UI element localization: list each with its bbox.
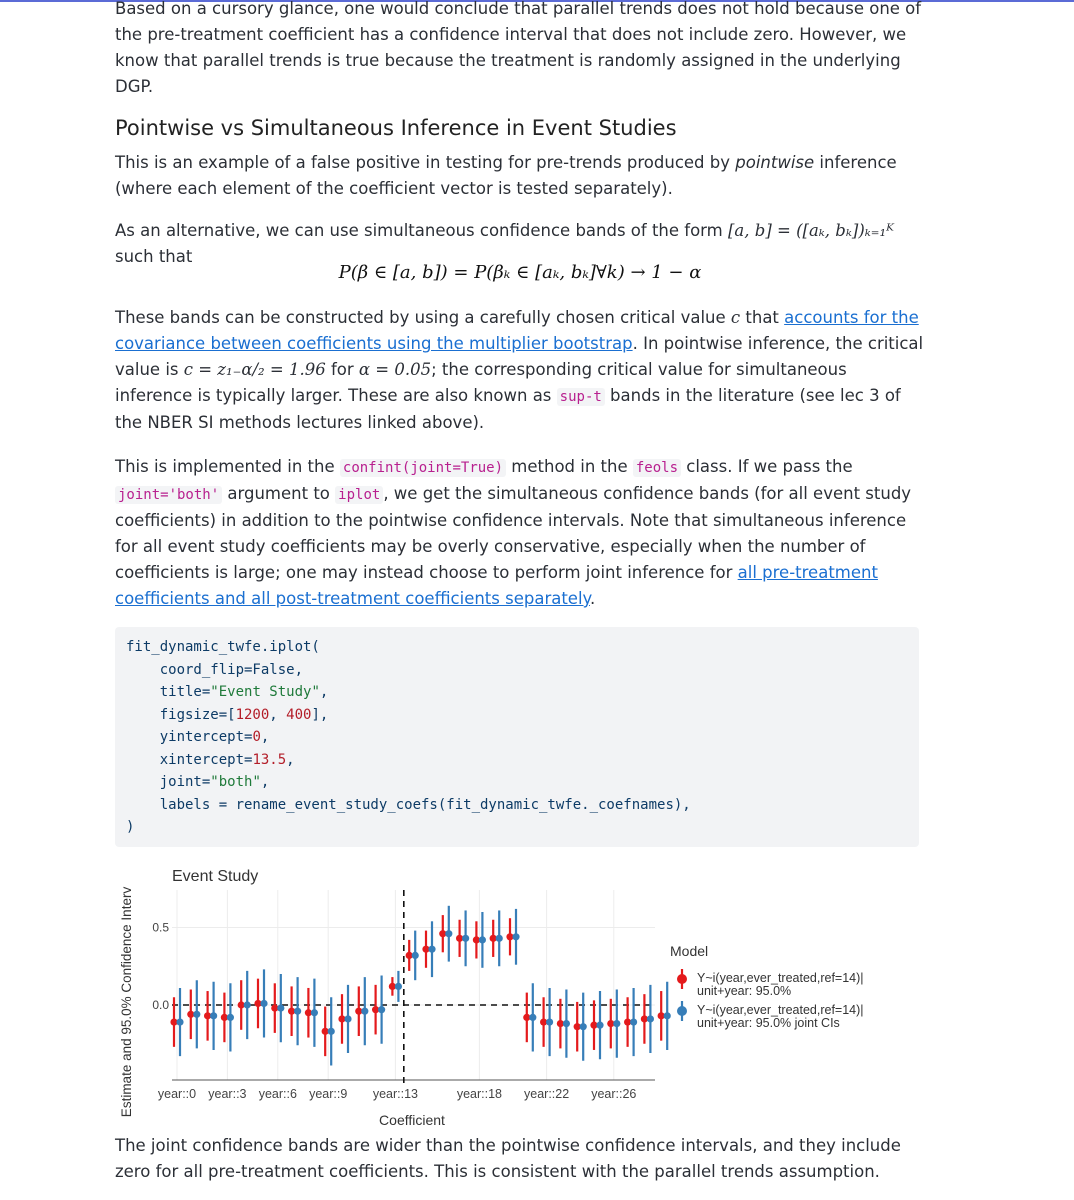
y-tick-label: 0.5 — [152, 920, 169, 935]
intro-paragraph: Based on a cursory glance, one would conclude that parallel trends does not hold because one of the pre-treatment coefficient has a confidence interval that does not include zero. However, we know that parallel trends is true because the treatment is randomly assigned in the underlying DGP. — [115, 0, 922, 96]
section-heading: Pointwise vs Simultaneous Inference in Event Studies — [115, 116, 677, 140]
joint-estimate-point — [361, 1008, 368, 1015]
x-tick-label: year::26 — [591, 1087, 637, 1101]
closing-paragraph: The joint confidence bands are wider than the pointwise confidence intervals, and they include zero for all pre-treatment coefficients. This is consistent with the parallel trends assumption. — [115, 1136, 901, 1181]
joint-estimate-point — [529, 1014, 536, 1021]
joint-estimate-point — [630, 1018, 637, 1025]
joint-estimate-point — [664, 1012, 671, 1019]
bands-math: [a, b] = ([aₖ, bₖ])ₖ₌₁ᴷ — [728, 221, 894, 240]
joint-both-code: joint='both' — [115, 486, 222, 504]
code-source[interactable]: fit_dynamic_twfe.iplot( coord_flip=False, title="Event Study", figsize=[1200, 400], yintercept=0, xintercept=13.5, joint="both", labels = rename_event_study_coefs(fit_dynamic_twfe._coefnames), ) — [126, 639, 691, 835]
confint-code: confint(joint=True) — [340, 459, 506, 477]
alternative-paragraph: As an alternative, we can use simultaneous confidence bands of the form [a, b] = ([aₖ, bₖ])ₖ₌₁ᴷ such that — [115, 221, 894, 266]
chart-ylabel: Estimate and 95.0% Confidence Interv — [119, 886, 134, 1118]
error-bars — [170, 906, 670, 1066]
joint-estimate-point — [563, 1020, 570, 1027]
code-cell[interactable] — [115, 627, 919, 847]
joint-estimate-point — [496, 935, 503, 942]
joint-estimate-point — [580, 1023, 587, 1030]
implementation-paragraph: This is implemented in the confint(joint=True) method in the feols class. If we pass the joint='both' argument to iplot , we get the simultaneous confidence bands (for all event study coefficients) in addition to the pointwise confidence intervals. Note that simultaneous inference for all event study coefficients may be overly conservative, especially when the number of coefficients is large; one may instead choose to perform joint inference for all pre-treatment coefficients and all post-treatment coefficients separately. — [115, 457, 912, 608]
multiplier-bootstrap-link[interactable]: accounts for the covariance between coefficients using the multiplier bootstrap — [115, 308, 919, 353]
joint-estimate-point — [378, 1006, 385, 1013]
joint-estimate-point — [328, 1028, 335, 1035]
legend-title: Model — [670, 943, 709, 959]
joint-inference-link[interactable]: all pre-treatment coefficients and all post-treatment coefficients separately — [115, 563, 878, 608]
joint-estimate-point — [193, 1011, 200, 1018]
joint-estimate-point — [244, 1001, 251, 1008]
joint-estimate-point — [260, 1000, 267, 1007]
legend-label-line1: Y~i(year,ever_treated,ref=14)| — [697, 1003, 864, 1017]
legend-label-line2: unit+year: 95.0% — [697, 984, 792, 998]
joint-estimate-point — [344, 1015, 351, 1022]
x-tick-label: year::22 — [524, 1087, 570, 1101]
legend-label-line2: unit+year: 95.0% joint CIs — [697, 1016, 840, 1030]
x-tick-label: year::13 — [372, 1087, 418, 1101]
joint-estimate-point — [311, 1009, 318, 1016]
x-tick-label: year::18 — [456, 1087, 502, 1101]
chart-title: Event Study — [172, 868, 259, 885]
legend-swatch-point — [677, 974, 687, 984]
joint-estimate-point — [546, 1018, 553, 1025]
joint-estimate-point — [210, 1012, 217, 1019]
joint-estimate-point — [395, 983, 402, 990]
joint-estimate-point — [647, 1015, 654, 1022]
joint-estimate-point — [512, 933, 519, 940]
event-study-chart — [115, 855, 864, 1133]
joint-estimate-point — [613, 1020, 620, 1027]
joint-estimate-point — [428, 946, 435, 953]
joint-estimate-point — [445, 930, 452, 937]
y-tick-label: 0.0 — [152, 998, 169, 1012]
sup-t-code: sup-t — [557, 388, 605, 406]
x-tick-label: year::3 — [208, 1087, 247, 1101]
joint-estimate-point — [596, 1022, 603, 1029]
joint-estimate-point — [227, 1014, 234, 1021]
pointwise-emphasis: pointwise — [735, 153, 815, 172]
joint-estimate-point — [294, 1008, 301, 1015]
joint-estimate-point — [176, 1018, 183, 1025]
pointwise-paragraph: This is an example of a false positive in testing for pre-trends produced by pointwise inference (where each element of the coefficient vector is tested separately). — [115, 153, 897, 198]
chart-legend — [670, 943, 864, 1030]
bands-paragraph: These bands can be constructed by using a carefully chosen critical value c that accounts for the covariance between coefficients using the multiplier bootstrap. In pointwise inference, the critical value is c = z₁₋α/₂ = 1.96 for α = 0.05; the corresponding critical value for simultaneous inference is typically larger. These are also known as sup-t bands in the literature (see lec 3 of the NBER SI methods lectures linked above). — [115, 308, 924, 432]
x-tick-label: year::6 — [258, 1087, 297, 1101]
joint-estimate-point — [462, 935, 469, 942]
chart-xlabel: Coefficient — [379, 1112, 445, 1128]
x-tick-label: year::9 — [309, 1087, 348, 1101]
legend-label-line1: Y~i(year,ever_treated,ref=14)| — [697, 971, 864, 985]
joint-estimate-point — [277, 1005, 284, 1012]
joint-estimate-point — [479, 936, 486, 943]
x-tick-label: year::0 — [157, 1087, 197, 1101]
legend-swatch-point — [677, 1006, 687, 1016]
feols-code: feols — [633, 459, 681, 477]
iplot-code: iplot — [335, 486, 383, 504]
probability-equation: P(β ∈ [a, b]) = P(βₖ ∈ [aₖ, bₖ]∀k) → 1 − α — [338, 262, 702, 283]
joint-estimate-point — [412, 952, 419, 959]
